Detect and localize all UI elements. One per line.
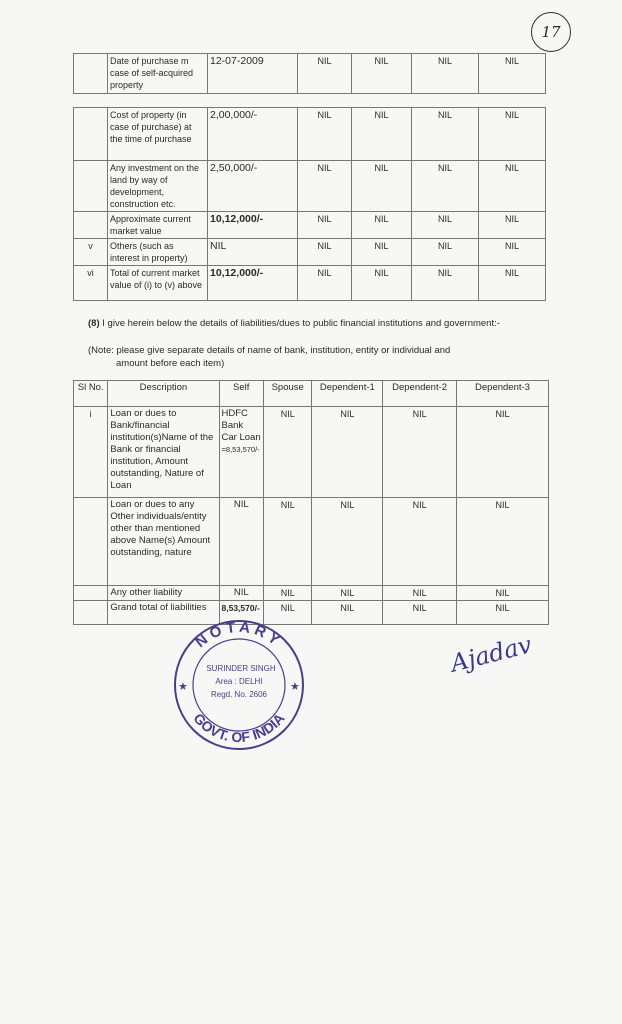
row-description: Grand total of liabilities (108, 601, 219, 625)
cell-dependent-2: NIL (412, 108, 479, 161)
cell-spouse: NIL (298, 239, 352, 266)
cell-self-amount: =8,53,570/- (221, 445, 260, 454)
section-8-note-line1: (Note: please give separate details of name of bank, institution, entity or individual and (88, 345, 451, 356)
stamp-bottom-text: GOVT. OF INDIA (190, 710, 288, 746)
cell-dependent-3: NIL (479, 239, 546, 266)
row-description: Any other liability (108, 586, 219, 601)
header-self: Self (219, 381, 263, 407)
section-8-note-line2: amount before each item) (116, 358, 225, 369)
cell-dependent-2: NIL (383, 601, 457, 625)
cell-dependent-3: NIL (479, 266, 546, 301)
cell-spouse: NIL (298, 266, 352, 301)
table-row (74, 407, 549, 498)
stamp-star-right: ★ (290, 681, 300, 693)
row-description: Loan or dues to Bank/financial institution(s)Name of the Bank or financial institution, Amount outstanding, Nature of Loan (108, 407, 219, 498)
row-description: Others (such as interest in property) (108, 239, 208, 266)
table-row (74, 266, 546, 301)
row-index (74, 108, 108, 161)
row-description: Cost of property (in case of purchase) at the time of purchase (108, 108, 208, 161)
section-8-heading (88, 317, 588, 330)
cell-self (219, 407, 263, 498)
row-index: i (74, 407, 108, 498)
cell-self: 2,00,000/- (208, 108, 298, 161)
row-index: v (74, 239, 108, 266)
row-description: Date of purchase m case of self-acquired property (108, 54, 208, 94)
table-row (74, 498, 549, 586)
cell-dependent-2: NIL (383, 586, 457, 601)
cell-dependent-1: NIL (312, 601, 383, 625)
table-row (74, 161, 546, 212)
notary-stamp (168, 618, 310, 752)
stamp-area: Area : DELHI (215, 677, 263, 686)
cell-dependent-2: NIL (412, 54, 479, 94)
cell-dependent-1: NIL (352, 54, 412, 94)
cell-self (219, 586, 263, 601)
cell-dependent-1: NIL (352, 266, 412, 301)
table-row (74, 212, 546, 239)
cell-dependent-3: NIL (456, 586, 548, 601)
row-index (74, 601, 108, 625)
header-sl-no: Sl No. (74, 381, 108, 407)
cell-dependent-2: NIL (412, 239, 479, 266)
cell-spouse: NIL (298, 108, 352, 161)
cell-spouse: NIL (263, 498, 312, 586)
cell-dependent-3: NIL (479, 212, 546, 239)
row-index (74, 498, 108, 586)
cell-spouse: NIL (298, 54, 352, 94)
row-index: vi (74, 266, 108, 301)
row-description: Approximate current market value (108, 212, 208, 239)
stamp-star-left: ★ (178, 681, 188, 693)
cell-self: 10,12,000/- (208, 212, 298, 239)
cell-dependent-1: NIL (352, 161, 412, 212)
cell-spouse: NIL (263, 601, 312, 625)
header-dependent-2: Dependent-2 (383, 381, 457, 407)
cell-self-text: NIL (233, 587, 249, 598)
row-description: Loan or dues to any Other individuals/entity other than mentioned above Name(s) Amount outstanding, nature (108, 498, 219, 586)
row-description: Total of current market value of (i) to (v) above (108, 266, 208, 301)
cell-dependent-1: NIL (312, 586, 383, 601)
cell-self (219, 498, 263, 586)
cell-dependent-2: NIL (412, 212, 479, 239)
cell-dependent-3: NIL (456, 498, 548, 586)
signature: Ajadav (447, 630, 535, 678)
table-row (74, 586, 549, 601)
cell-self: 2,50,000/- (208, 161, 298, 212)
liabilities-header-row (74, 381, 549, 407)
table-row (74, 601, 549, 625)
cell-dependent-1: NIL (312, 407, 383, 498)
section-8-number: (8) (88, 318, 100, 329)
row-index (74, 212, 108, 239)
cell-dependent-2: NIL (383, 498, 457, 586)
cell-self-text: HDFC Bank Car Loan (221, 408, 261, 443)
header-dependent-3: Dependent-3 (456, 381, 548, 407)
cell-dependent-3: NIL (479, 108, 546, 161)
cell-self: NIL (208, 239, 298, 266)
cell-self-text: NIL (233, 499, 249, 510)
row-description: Any investment on the land by way of development, construction etc. (108, 161, 208, 212)
liabilities-table (73, 380, 549, 625)
cell-self: 10,12,000/- (208, 266, 298, 301)
cell-spouse: NIL (298, 161, 352, 212)
asset-table-top (73, 53, 546, 94)
header-dependent-1: Dependent-1 (312, 381, 383, 407)
stamp-name: SURINDER SINGH (206, 664, 276, 673)
cell-self: 12-07-2009 (208, 54, 298, 94)
table-row (74, 239, 546, 266)
cell-dependent-3: NIL (456, 407, 548, 498)
cell-self-text: 8,53,570/- (221, 603, 260, 613)
row-index (74, 54, 108, 94)
cell-dependent-3: NIL (479, 161, 546, 212)
header-spouse: Spouse (263, 381, 312, 407)
cell-dependent-2: NIL (383, 407, 457, 498)
stamp-top-text: NOTARY (192, 618, 286, 652)
table-row (74, 54, 546, 94)
section-8-text: I give herein below the details of liabilities/dues to public financial institutions and government:- (102, 318, 500, 329)
header-description: Description (108, 381, 219, 407)
cell-dependent-2: NIL (412, 161, 479, 212)
cell-dependent-1: NIL (352, 108, 412, 161)
cell-dependent-2: NIL (412, 266, 479, 301)
cell-spouse: NIL (263, 407, 312, 498)
cell-dependent-1: NIL (312, 498, 383, 586)
row-index (74, 586, 108, 601)
cell-spouse: NIL (263, 586, 312, 601)
cell-dependent-3: NIL (479, 54, 546, 94)
cell-dependent-1: NIL (352, 239, 412, 266)
cell-dependent-1: NIL (352, 212, 412, 239)
page-number: 17 (531, 12, 571, 52)
table-row (74, 108, 546, 161)
stamp-regd: Regd. No. 2606 (210, 690, 268, 699)
row-index (74, 161, 108, 212)
cell-spouse: NIL (298, 212, 352, 239)
asset-table-values (73, 107, 546, 301)
cell-dependent-3: NIL (456, 601, 548, 625)
